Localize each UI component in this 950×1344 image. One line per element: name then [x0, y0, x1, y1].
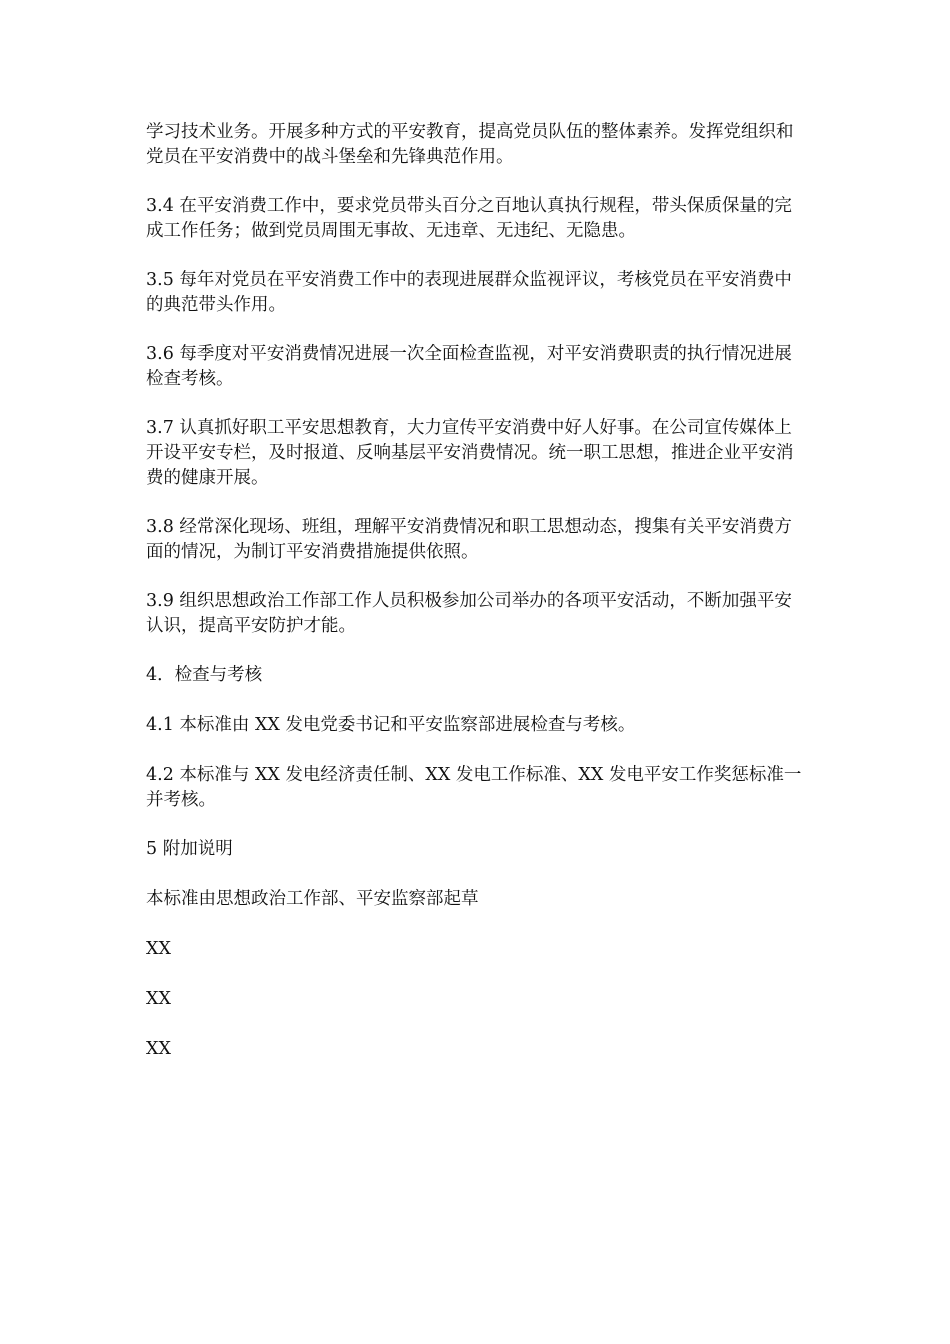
paragraph-3-4: 3.4 在平安消费工作中，要求党员带头百分之百地认真执行规程，带头保质保量的完成工作任务；做到党员周围无事故、无违章、无违纪、无隐患。: [146, 196, 792, 241]
paragraph-drafted-by: 本标准由思想政治工作部、平安监察部起草: [146, 889, 479, 909]
paragraph-3-5: 3.5 每年对党员在平安消费工作中的表现进展群众监视评议，考核党员在平安消费中的典范带头作用。: [146, 270, 792, 315]
paragraph-4-2: 4.2 本标准与 XX 发电经济责任制、XX 发电工作标准、XX 发电平安工作奖惩标准一并考核。: [146, 765, 802, 810]
paragraph-3-9: 3.9 组织思想政治工作部工作人员积极参加公司举办的各项平安活动，不断加强平安认识，提高平安防护才能。: [146, 591, 792, 636]
placeholder-line-3: XX: [146, 1039, 171, 1059]
paragraph-3-7: 3.7 认真抓好职工平安思想教育，大力宣传平安消费中好人好事。在公司宣传媒体上开设平安专栏，及时报道、反响基层平安消费情况。统一职工思想，推进企业平安消费的健康开展。: [146, 418, 794, 488]
placeholder-line-2: XX: [146, 989, 171, 1009]
paragraph-3-6: 3.6 每季度对平安消费情况进展一次全面检查监视，对平安消费职责的执行情况进展检查考核。: [146, 344, 792, 389]
document-page: [146, 120, 806, 1087]
section-heading-inspection: 4．检查与考核: [146, 665, 263, 685]
section-heading-notes: 5 附加说明: [146, 839, 233, 859]
placeholder-line-1: XX: [146, 939, 171, 959]
paragraph-party-education: 学习技术业务。开展多种方式的平安教育，提高党员队伍的整体素养。发挥党组织和党员在平安消费中的战斗堡垒和先锋典范作用。: [146, 122, 794, 167]
paragraph-3-8: 3.8 经常深化现场、班组，理解平安消费情况和职工思想动态，搜集有关平安消费方面的情况，为制订平安消费措施提供依照。: [146, 517, 792, 562]
paragraph-4-1: 4.1 本标准由 XX 发电党委书记和平安监察部进展检查与考核。: [146, 715, 636, 735]
